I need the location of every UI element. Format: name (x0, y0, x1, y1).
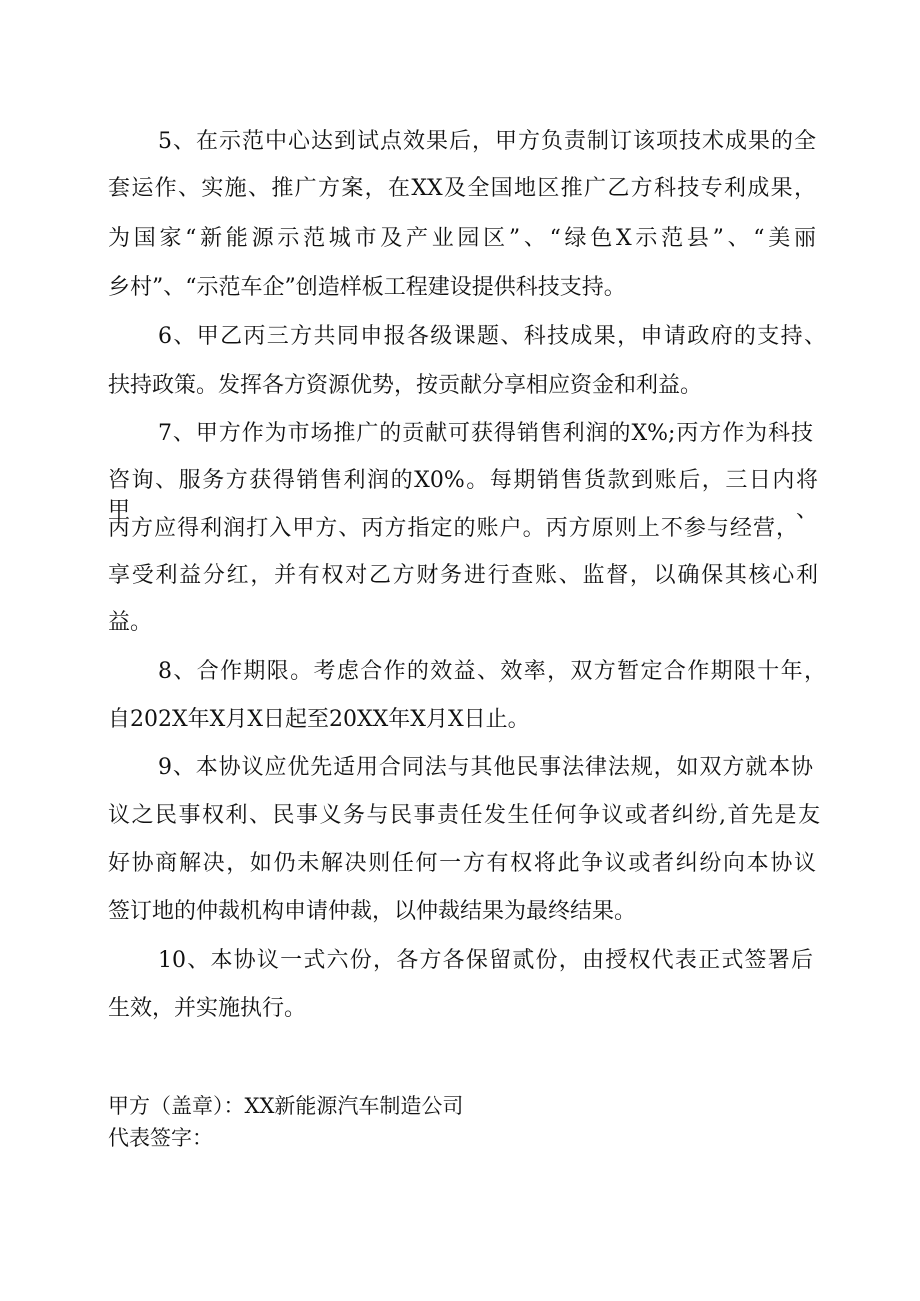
clause-8-line-1: 8、合作期限。考虑合作的效益、效率，双方暂定合作期限十年， (158, 659, 826, 684)
clause-9-line-3: 好协商解决，如仍未解决则任何一方有权将此争议或者纠纷向本协议 (108, 851, 816, 876)
clause-8-line-2: 自202X年X月X日起至20XX年X月X日止。 (108, 707, 530, 732)
clause-5-line-2: 套运作、实施、推广方案，在XX及全国地区推广乙方科技专利成果， (108, 176, 816, 201)
clause-7-line-5: 益。 (108, 610, 153, 635)
clause-7-line-4: 享受利益分红，并有权对乙方财务进行查账、监督，以确保其核心利 (108, 563, 818, 588)
clause-9-line-2: 议之民事权利、民事义务与民事责任发生任何争议或者纠纷,首先是友 (108, 803, 820, 828)
clause-5-line-4: 乡村”、“示范车企”创造样板工程建设提供科技支持。 (108, 275, 626, 300)
representative-signature-line: 代表签字： (108, 1126, 213, 1150)
clause-5-line-1: 5、在示范中心达到试点效果后，甲方负责制订该项技术成果的全 (158, 129, 816, 154)
clause-9-line-4: 签订地的仲裁机构申请仲裁，以仲裁结果为最终结果。 (108, 899, 637, 924)
clause-10-line-1: 10、本协议一式六份，各方各保留贰份，由授权代表正式签署后 (158, 948, 813, 973)
clause-6-line-1: 6、甲乙丙三方共同申报各级课题、科技成果，申请政府的支持、 (158, 324, 826, 349)
clause-5-line-3: 为国家“新能源示范城市及产业园区”、“绿色X示范县”、“美丽 (108, 226, 816, 251)
clause-6-line-2: 扶持政策。发挥各方资源优势，按贡献分享相应资金和利益。 (108, 373, 703, 398)
clause-10-line-2: 生效，并实施执行。 (108, 996, 307, 1021)
clause-7-line-1: 7、甲方作为市场推广的贡献可获得销售利润的X%;丙方作为科技 (158, 421, 813, 446)
clause-7-line-3: 丙方应得利润打入甲方、丙方指定的账户。丙方原则上不参与经营， (108, 516, 798, 541)
clause-9-line-1: 9、本协议应优先适用合同法与其他民事法律法规，如双方就本协 (158, 755, 813, 780)
party-a-seal-line: 甲方（盖章）：XX新能源汽车制造公司 (108, 1094, 464, 1118)
clause-7-line-2: 咨询、服务方获得销售利润的X0%。每期销售货款到账后，三日内将甲、 (108, 468, 818, 523)
